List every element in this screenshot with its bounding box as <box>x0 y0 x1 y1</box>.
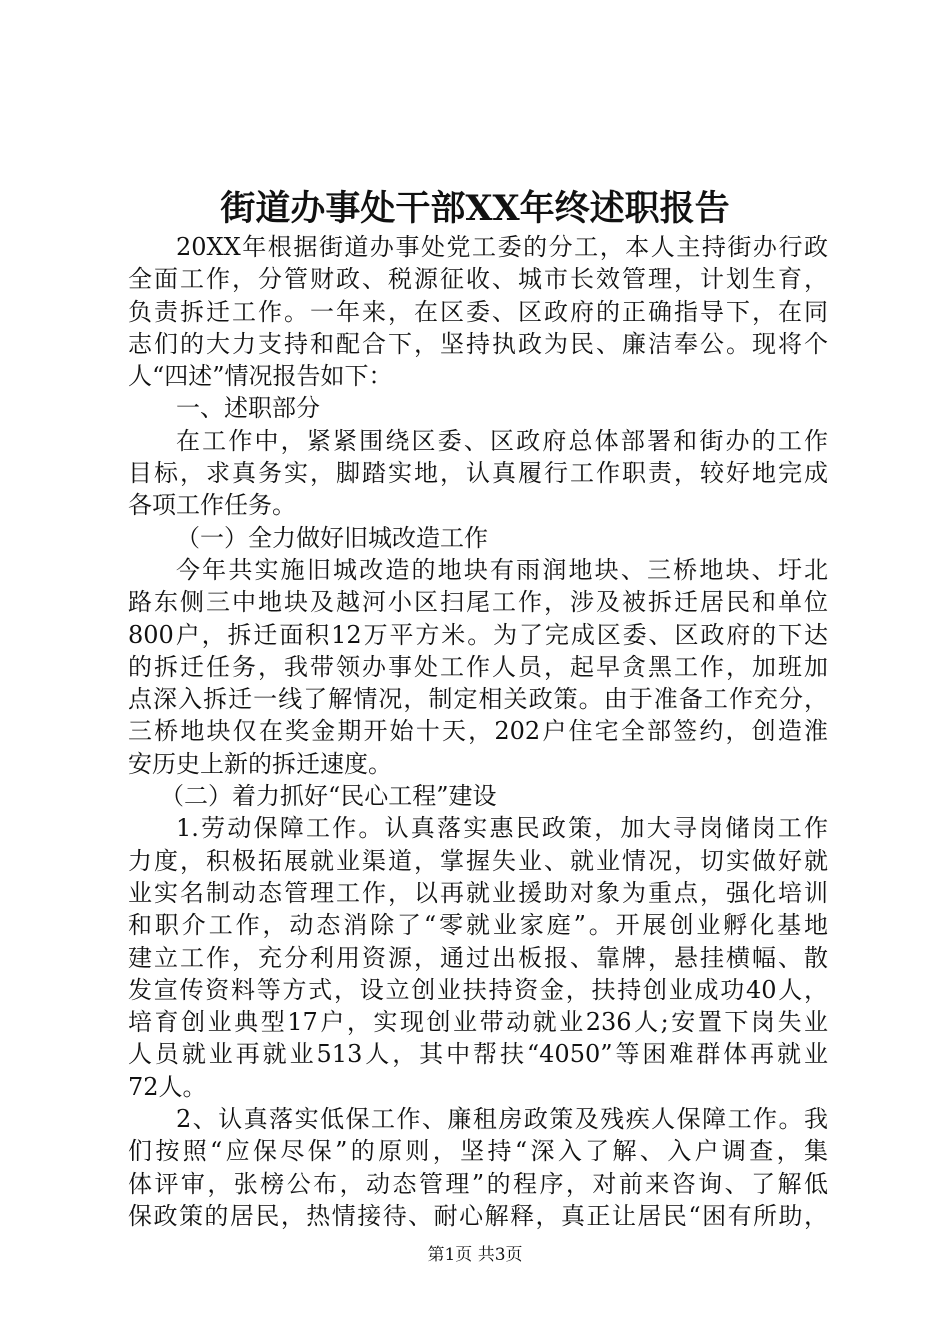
subsection-heading: （二）着力抓好“民心工程”建设 <box>160 782 497 811</box>
paragraph-line: 20XX年根据街道办事处党工委的分工，本人主持街办行政 <box>176 233 828 261</box>
paragraph-line: 志们的大力支持和配合下，坚持执政为民、廉洁奉公。现将个 <box>128 329 828 358</box>
document-body <box>128 231 828 1232</box>
paragraph-line: 体评审，张榜公布，动态管理”的程序，对前来咨询、了解低 <box>128 1169 828 1198</box>
paragraph-line: 今年共实施旧城改造的地块有雨润地块、三桥地块、圩北 <box>176 555 828 584</box>
paragraph-line: 培育创业典型17户，实现创业带动就业236人;安置下岗失业 <box>128 1008 828 1037</box>
section-heading: 一、述职部分 <box>176 394 320 423</box>
paragraph-line: 2、认真落实低保工作、廉租房政策及残疾人保障工作。我 <box>176 1105 828 1134</box>
paragraph-line: 点深入拆迁一线了解情况，制定相关政策。由于准备工作充分， <box>128 685 828 714</box>
paragraph-line: 保政策的居民，热情接待、耐心解释，真正让居民“困有所助， <box>128 1201 828 1230</box>
paragraph-line: 三桥地块仅在奖金期开始十天，202户住宅全部签约，创造淮 <box>128 717 828 746</box>
paragraph-line: 全面工作，分管财政、税源征收、城市长效管理，计划生育， <box>128 265 828 294</box>
paragraph-line: 业实名制动态管理工作，以再就业援助对象为重点，强化培训 <box>128 878 828 907</box>
subsection-heading: （一）全力做好旧城改造工作 <box>176 523 488 552</box>
paragraph-line: 的拆迁任务，我带领办事处工作人员，起早贪黑工作，加班加 <box>128 652 828 681</box>
paragraph-line: 各项工作任务。 <box>128 491 296 520</box>
paragraph-line: 人员就业再就业513人，其中帮扶“4050”等困难群体再就业 <box>128 1040 828 1069</box>
paragraph-line: 发宣传资料等方式，设立创业扶持资金，扶持创业成功40人， <box>128 975 828 1004</box>
paragraph-line: 800户，拆迁面积12万平方米。为了完成区委、区政府的下达 <box>128 620 828 649</box>
paragraph-line: 在工作中，紧紧围绕区委、区政府总体部署和街办的工作 <box>176 426 828 455</box>
document-title: 街道办事处干部XX年终述职报告 <box>220 188 730 229</box>
paragraph-line: 人“四述”情况报告如下： <box>128 362 393 391</box>
paragraph-line: 72人。 <box>128 1072 207 1101</box>
paragraph-line: 安历史上新的拆迁速度。 <box>128 749 392 778</box>
paragraph-line: 力度，积极拓展就业渠道，掌握失业、就业情况，切实做好就 <box>128 846 828 875</box>
paragraph-line: 路东侧三中地块及越河小区扫尾工作，涉及被拆迁居民和单位 <box>128 588 828 617</box>
paragraph-line: 目标，求真务实，脚踏实地，认真履行工作职责，较好地完成 <box>128 459 828 488</box>
paragraph-line: 建立工作，充分利用资源，通过出板报、靠牌，悬挂横幅、散 <box>128 943 828 972</box>
paragraph-line: 负责拆迁工作。一年来，在区委、区政府的正确指导下，在同 <box>128 297 828 326</box>
paragraph-line: 1.劳动保障工作。认真落实惠民政策，加大寻岗储岗工作 <box>176 814 828 843</box>
paragraph-line: 和职介工作，动态消除了“零就业家庭”。开展创业孵化基地 <box>128 911 828 940</box>
paragraph-line: 们按照“应保尽保”的原则，坚持“深入了解、入户调查，集 <box>128 1137 828 1166</box>
page-footer: 第1页 共3页 <box>427 1245 523 1265</box>
